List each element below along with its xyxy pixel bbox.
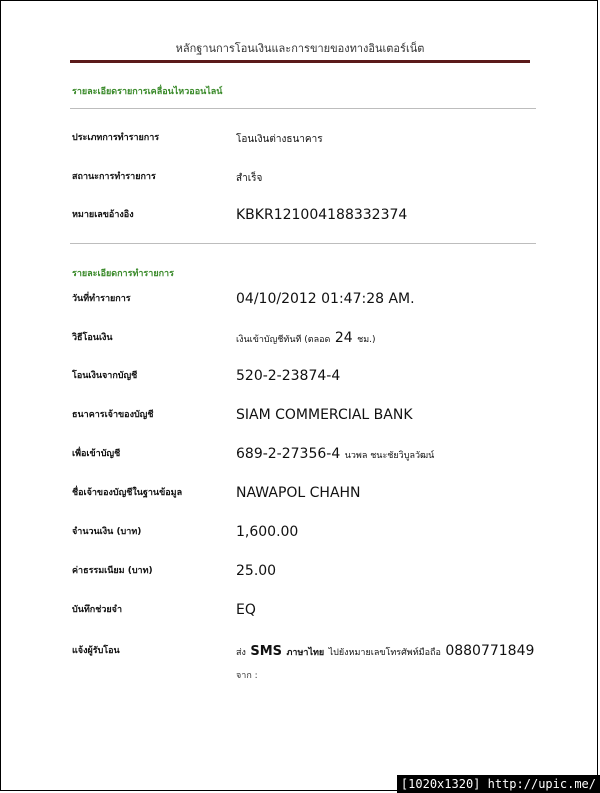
header-rule — [70, 60, 530, 63]
notify-prefix: ส่ง — [236, 648, 246, 658]
divider — [70, 108, 536, 109]
row-notify — [72, 643, 538, 665]
watermark-tag: [1020x1320] http://upic.me/ — [397, 775, 600, 793]
notify-mid: ไปยังหมายเลขโทรศัพท์มือถือ — [328, 648, 441, 658]
row-amount — [72, 524, 538, 546]
label-bank: ธนาคารเจ้าของบัญชี — [72, 410, 154, 420]
label-from-account: โอนเงินจากบัญชี — [72, 371, 138, 381]
section-title-details: รายละเอียดการทำรายการ — [72, 269, 174, 279]
row-transaction-type — [72, 130, 538, 152]
notify-lang: ภาษาไทย — [286, 648, 325, 658]
label-reference: หมายเลขอ้างอิง — [72, 210, 134, 220]
label-memo: บันทึกช่วยจำ — [72, 605, 123, 615]
notify-phone: 0880771849 — [445, 643, 535, 659]
value-fee: 25.00 — [236, 563, 277, 579]
row-memo — [72, 602, 538, 624]
to-account-number: 689-2-27356-4 — [236, 446, 341, 462]
label-notify: แจ้งผู้รับโอน — [72, 646, 120, 656]
row-bank — [72, 407, 538, 429]
method-hours: 24 — [334, 330, 353, 346]
label-amount: จำนวนเงิน (บาท) — [72, 527, 142, 537]
label-fee: ค่าธรรมเนียม (บาท) — [72, 566, 153, 576]
value-from-account: 520-2-23874-4 — [236, 368, 341, 384]
row-transaction-status — [72, 169, 538, 191]
row-date — [72, 291, 538, 313]
label-transaction-status: สถานะการทำรายการ — [72, 172, 156, 182]
value-reference: KBKR121004188332374 — [236, 207, 408, 223]
value-transaction-type: โอนเงินต่างธนาคาร — [236, 134, 323, 145]
divider — [70, 243, 536, 244]
value-to-account — [236, 446, 434, 462]
label-transaction-type: ประเภทการทำรายการ — [72, 133, 160, 143]
notify-sms: SMS — [250, 644, 283, 659]
to-account-name: นวพล ชนะชัยวิบูลวัฒน์ — [344, 451, 435, 461]
label-to-account: เพื่อเข้าบัญชี — [72, 449, 121, 459]
label-method: วิธีโอนเงิน — [72, 333, 113, 343]
row-reference — [72, 207, 538, 229]
row-method — [72, 330, 538, 352]
value-bank: SIAM COMMERCIAL BANK — [236, 407, 413, 423]
value-memo: EQ — [236, 602, 256, 618]
value-date: 04/10/2012 01:47:28 AM. — [236, 291, 415, 307]
label-date: วันที่ทำรายการ — [72, 294, 131, 304]
value-amount: 1,600.00 — [236, 524, 299, 540]
value-transaction-status: สำเร็จ — [236, 173, 263, 184]
row-owner — [72, 485, 538, 507]
method-suffix: ชม.) — [357, 335, 376, 345]
notify-from: จาก : — [236, 671, 258, 681]
row-to-account — [72, 446, 538, 468]
method-prefix: เงินเข้าบัญชีทันที (ตลอด — [236, 335, 331, 345]
value-owner: NAWAPOL CHAHN — [236, 485, 361, 501]
row-from-account — [72, 368, 538, 390]
row-fee — [72, 563, 538, 585]
value-notify — [236, 643, 534, 659]
label-owner: ชื่อเจ้าของบัญชีในฐานข้อมูล — [72, 488, 183, 498]
value-method — [236, 330, 376, 346]
page-title: หลักฐานการโอนเงินและการขายของทางอินเตอร์เน็ต — [175, 42, 425, 55]
section-title-online: รายละเอียดรายการเคลื่อนไหวออนไลน์ — [72, 87, 223, 97]
